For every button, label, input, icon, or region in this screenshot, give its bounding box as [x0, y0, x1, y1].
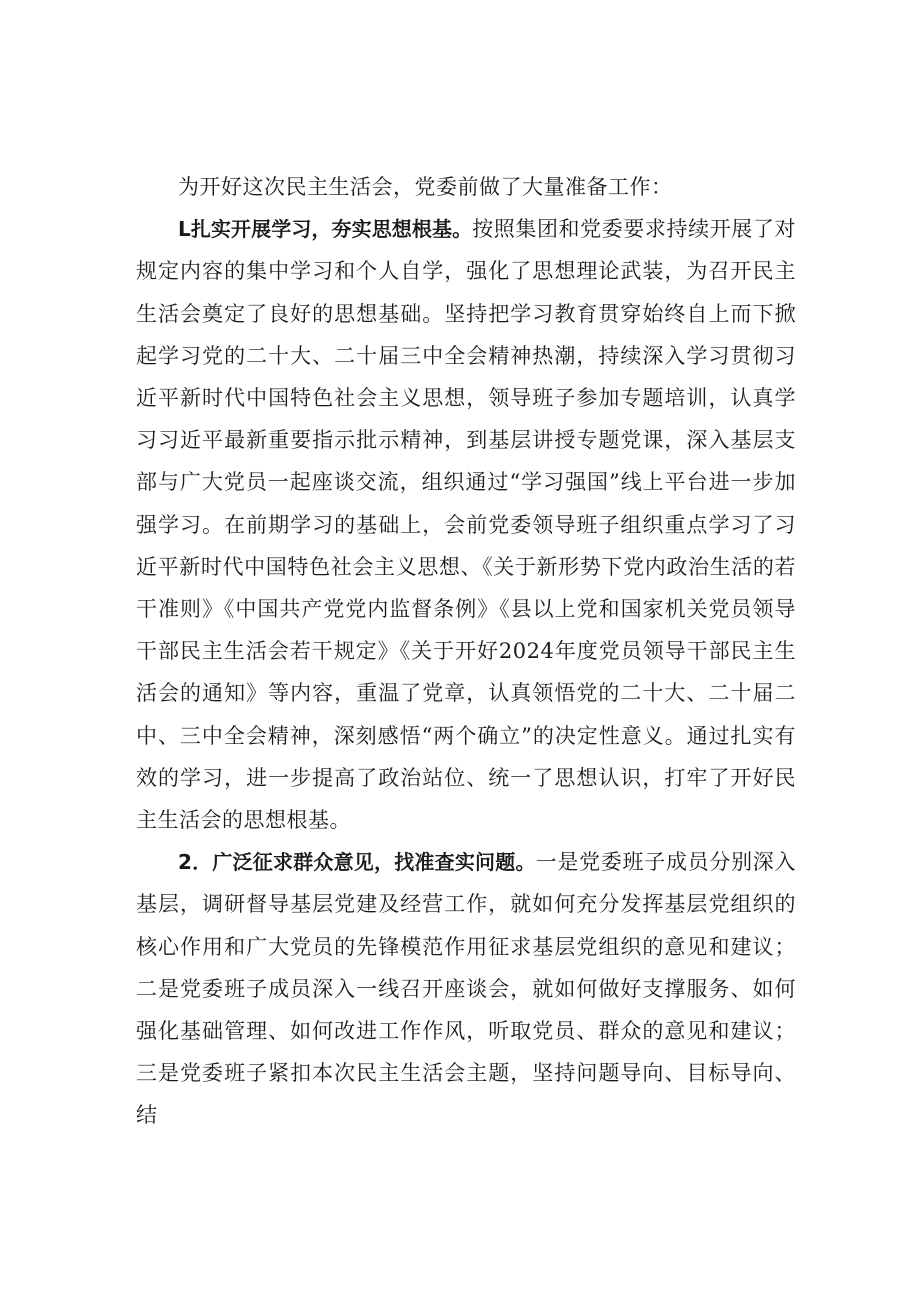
section-2-paragraph	[136, 841, 796, 1136]
intro-paragraph: 为开好这次民主生活会，党委前做了大量准备工作：	[178, 175, 673, 199]
document-body	[136, 166, 796, 1137]
section-1-paragraph	[136, 208, 796, 841]
section-1-body: 按照集团和党委要求持续开展了对规定内容的集中学习和个人自学，强化了思想理论武装，为召开民主生活会奠定了良好的思想基础。坚持把学习教育贯穿始终自上而下掀起学习党的二十大、二十届三中全会精神热潮，持续深入学习贯彻习近平新时代中国特色社会主义思想，领导班子参加专题培训，认真学习习近平最新重要指示批示精神，到基层讲授专题党课，深入基层支部与广大党员一起座谈交流，组织通过“学习强国”线上平台进一步加强学习。在前期学习的基础上，会前党委领导班子组织重点学习了习近平新时代中国特色社会主义思想、《关于新形势下党内政治生活的若干准则》《中国共产党党内监督条例》《县以上党和国家机关党员领导干部民主生活会若干规定》《关于开好2024年度党员领导干部民主生活会的通知》等内容，重温了党章，认真领悟党的二十大、二十届二中、三中全会精神，深刻感悟“两个确立”的决定性意义。通过扎实有效的学习，进一步提高了政治站位、统一了思想认识，打牢了开好民主生活会的思想根基。	[136, 217, 796, 833]
section-2-body: 一是党委班子成员分别深入基层，调研督导基层党建及经营工作，就如何充分发挥基层党组织的核心作用和广大党员的先锋模范作用征求基层党组织的意见和建议；二是党委班子成员深入一线召开座谈会，就如何做好支撑服务、如何强化基础管理、如何改进工作作风，听取党员、群众的意见和建议；三是党委班子紧扣本次民主生活会主题，坚持问题导向、目标导向、结	[136, 850, 797, 1128]
section-1-heading: L扎实开展学习，夯实思想根基。	[178, 217, 473, 242]
section-2-heading: 2．广泛征求群众意见，找准查实问题。	[178, 850, 536, 875]
